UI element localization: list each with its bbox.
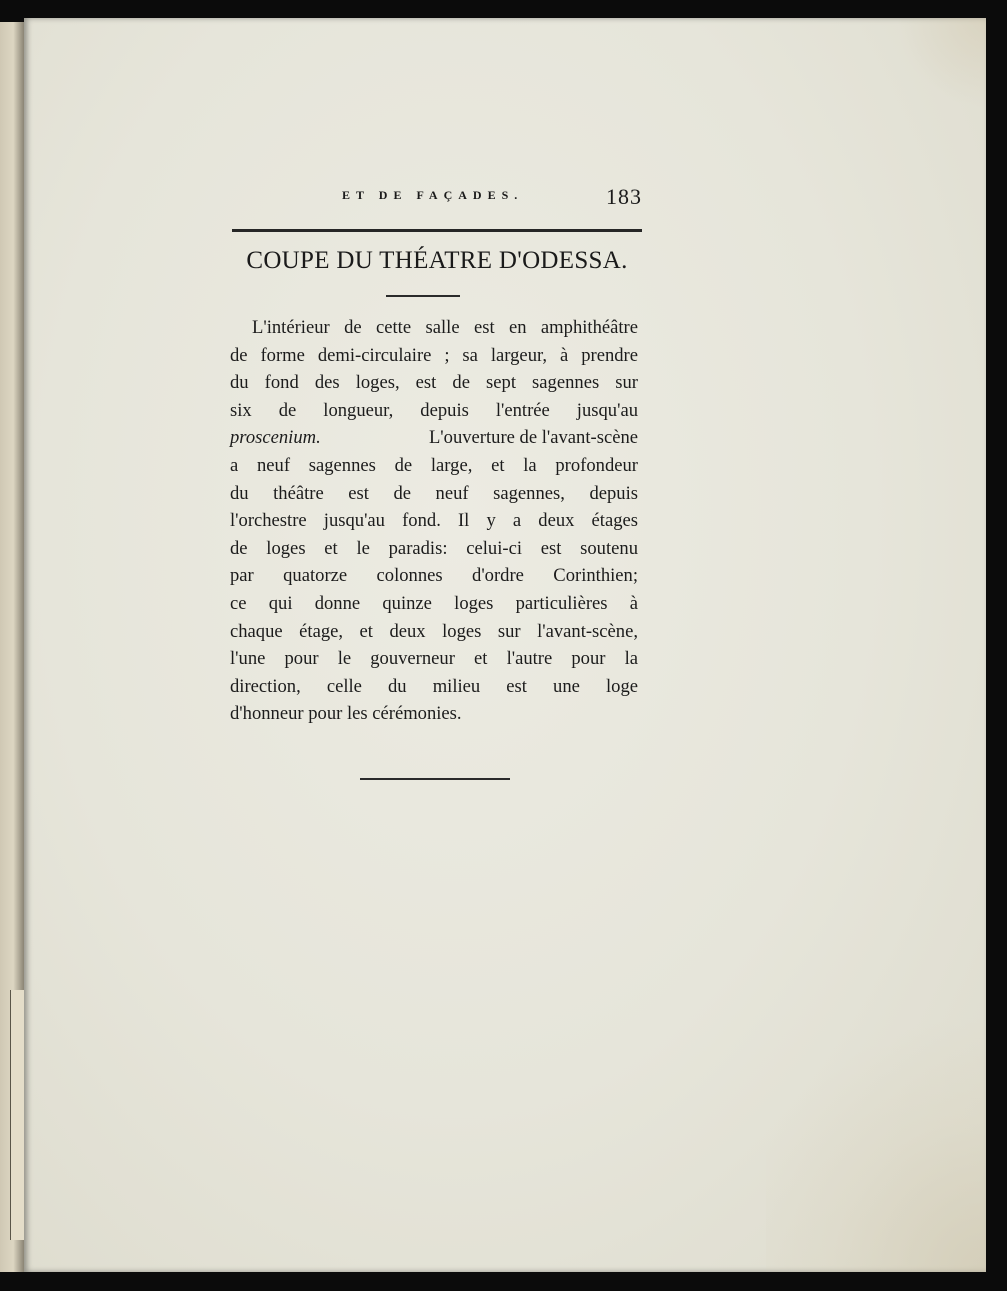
text-line: six de longueur, depuis l'entrée jusqu'au [230, 399, 638, 421]
text-line: ce qui donne quinze loges particulières à [230, 592, 638, 614]
section-title: COUPE DU THÉATRE D'ODESSA. [246, 247, 628, 274]
water-stain [766, 1012, 986, 1272]
text-line: d'honneur pour les cérémonies. [230, 703, 462, 725]
text-line: de forme demi-circulaire ; sa largeur, à prendre [230, 344, 638, 366]
text-line: du fond des loges, est de sept sagennes sur [230, 372, 638, 394]
text-line: L'intérieur de cette salle est en amphithéâtre [252, 317, 638, 338]
italic-term: proscenium. [230, 427, 321, 449]
text-line: par quatorze colonnes d'ordre Corinthien; [230, 565, 638, 587]
body-paragraph [230, 314, 638, 728]
closing-rule [360, 778, 510, 780]
torn-edge [10, 990, 25, 1240]
text-line: direction, celle du milieu est une loge [230, 675, 638, 697]
text-line [230, 424, 638, 452]
text-line: a neuf sagennes de large, et la profondeur [230, 454, 638, 476]
text-line: l'une pour le gouverneur et l'autre pour la [230, 648, 638, 670]
page-number: 183 [606, 184, 642, 209]
page-header [232, 184, 642, 218]
text-line: de loges et le paradis: celui-ci est soutenu [230, 537, 638, 559]
corner-stain [896, 18, 986, 108]
text-line: du théâtre est de neuf sagennes, depuis [230, 482, 638, 504]
running-head: ET DE FAÇADES. [342, 188, 524, 202]
header-rule [232, 229, 642, 232]
text-line: chaque étage, et deux loges sur l'avant-scène, [230, 620, 638, 642]
text-line-segment: L'ouverture de l'avant-scène [428, 427, 638, 449]
text-line: l'orchestre jusqu'au fond. Il y a deux étages [230, 510, 638, 532]
previous-page-edge [0, 22, 26, 1272]
title-rule [386, 295, 460, 297]
